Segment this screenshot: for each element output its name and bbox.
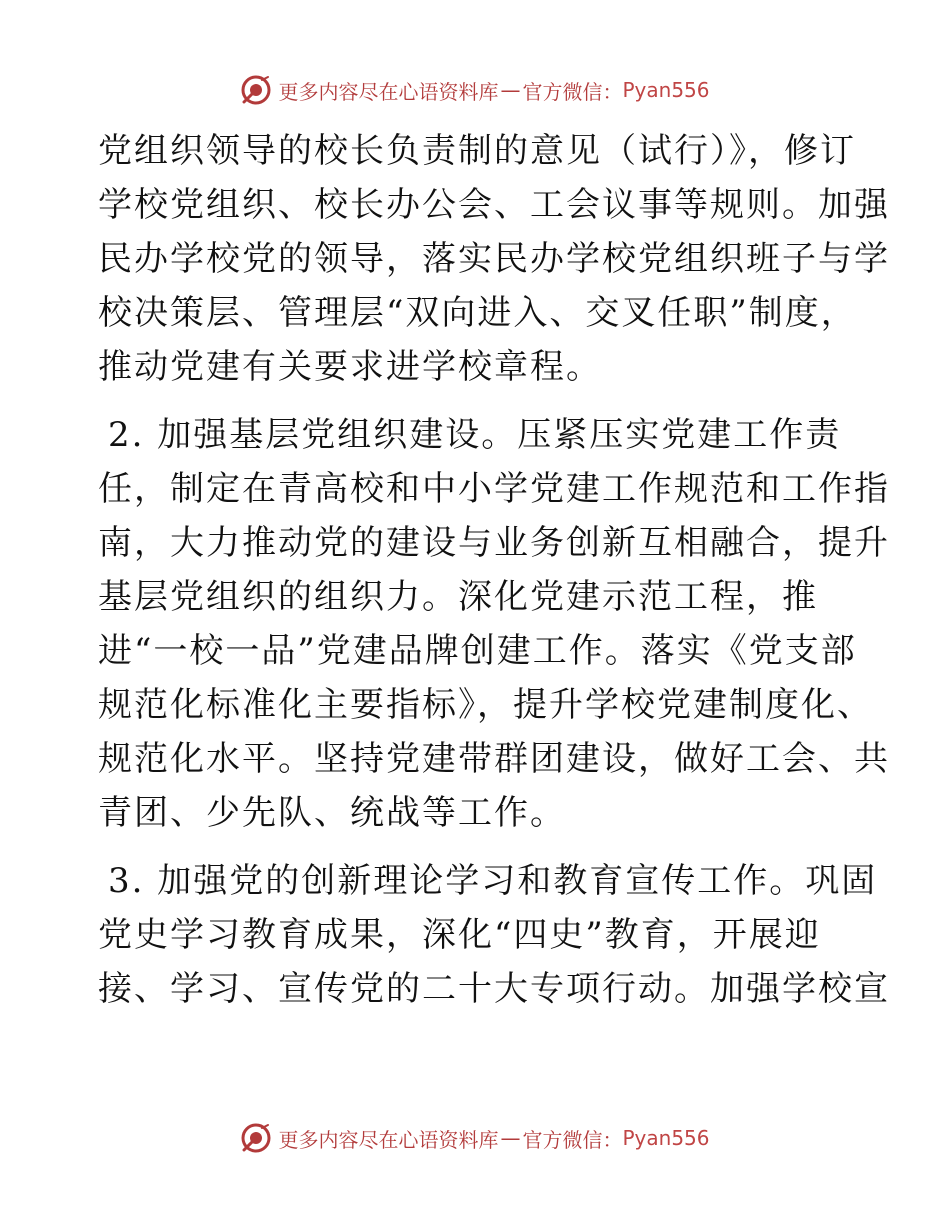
- watermark-brand: 更多内容尽在心语资料库: [278, 1127, 499, 1152]
- text-line: 学校党组织、校长办公会、工会议事等规则。加强: [98, 185, 890, 225]
- text-line: 进“一校一品”党建品牌创建工作。落实《党支部: [98, 631, 857, 671]
- text-line: 规范化水平。坚持党建带群团建设，做好工会、共: [98, 739, 890, 779]
- text-line: 校决策层、管理层“双向进入、交叉任职”制度，: [98, 293, 857, 333]
- watermark-brand: 更多内容尽在心语资料库: [278, 79, 499, 104]
- watermark-wechat-label: 官方微信：: [522, 1127, 623, 1152]
- watermark-account: Pyan556: [622, 78, 710, 102]
- text-line: 推动党建有关要求进学校章程。: [98, 347, 602, 387]
- pen-circle-logo-icon: [240, 1122, 272, 1154]
- footer-watermark: [0, 1118, 950, 1158]
- watermark-wechat-label: 官方微信：: [522, 79, 623, 104]
- header-watermark: [0, 70, 950, 110]
- paragraph: [98, 854, 890, 1016]
- pen-circle-logo-icon: [240, 74, 272, 106]
- text-line: 基层党组织的组织力。深化党建示范工程，推: [98, 577, 818, 617]
- text-line: 任，制定在青高校和中小学党建工作规范和工作指: [98, 469, 890, 509]
- watermark-dash: —: [500, 78, 521, 102]
- text-line: 接、学习、宣传党的二十大专项行动。加强学校宣: [98, 969, 890, 1009]
- document-body: [98, 124, 890, 1030]
- text-line: 3. 加强党的创新理论学习和教育宣传工作。巩固: [108, 861, 878, 901]
- text-line: 南，大力推动党的建设与业务创新互相融合，提升: [98, 523, 890, 563]
- watermark-dash: —: [500, 1126, 521, 1150]
- paragraph: [98, 408, 890, 840]
- watermark-account: Pyan556: [622, 1126, 710, 1150]
- paragraph: [98, 124, 890, 394]
- text-line: 党史学习教育成果，深化“四史”教育，开展迎: [98, 915, 821, 955]
- text-line: 青团、少先队、统战等工作。: [98, 793, 566, 833]
- text-line: 民办学校党的领导，落实民办学校党组织班子与学: [98, 239, 890, 279]
- text-line: 规范化标准化主要指标》，提升学校党建制度化、: [98, 685, 873, 725]
- text-line: 党组织领导的校长负责制的意见（试行）》，修订: [98, 131, 856, 171]
- text-line: 2. 加强基层党组织建设。压紧压实党建工作责: [108, 415, 842, 455]
